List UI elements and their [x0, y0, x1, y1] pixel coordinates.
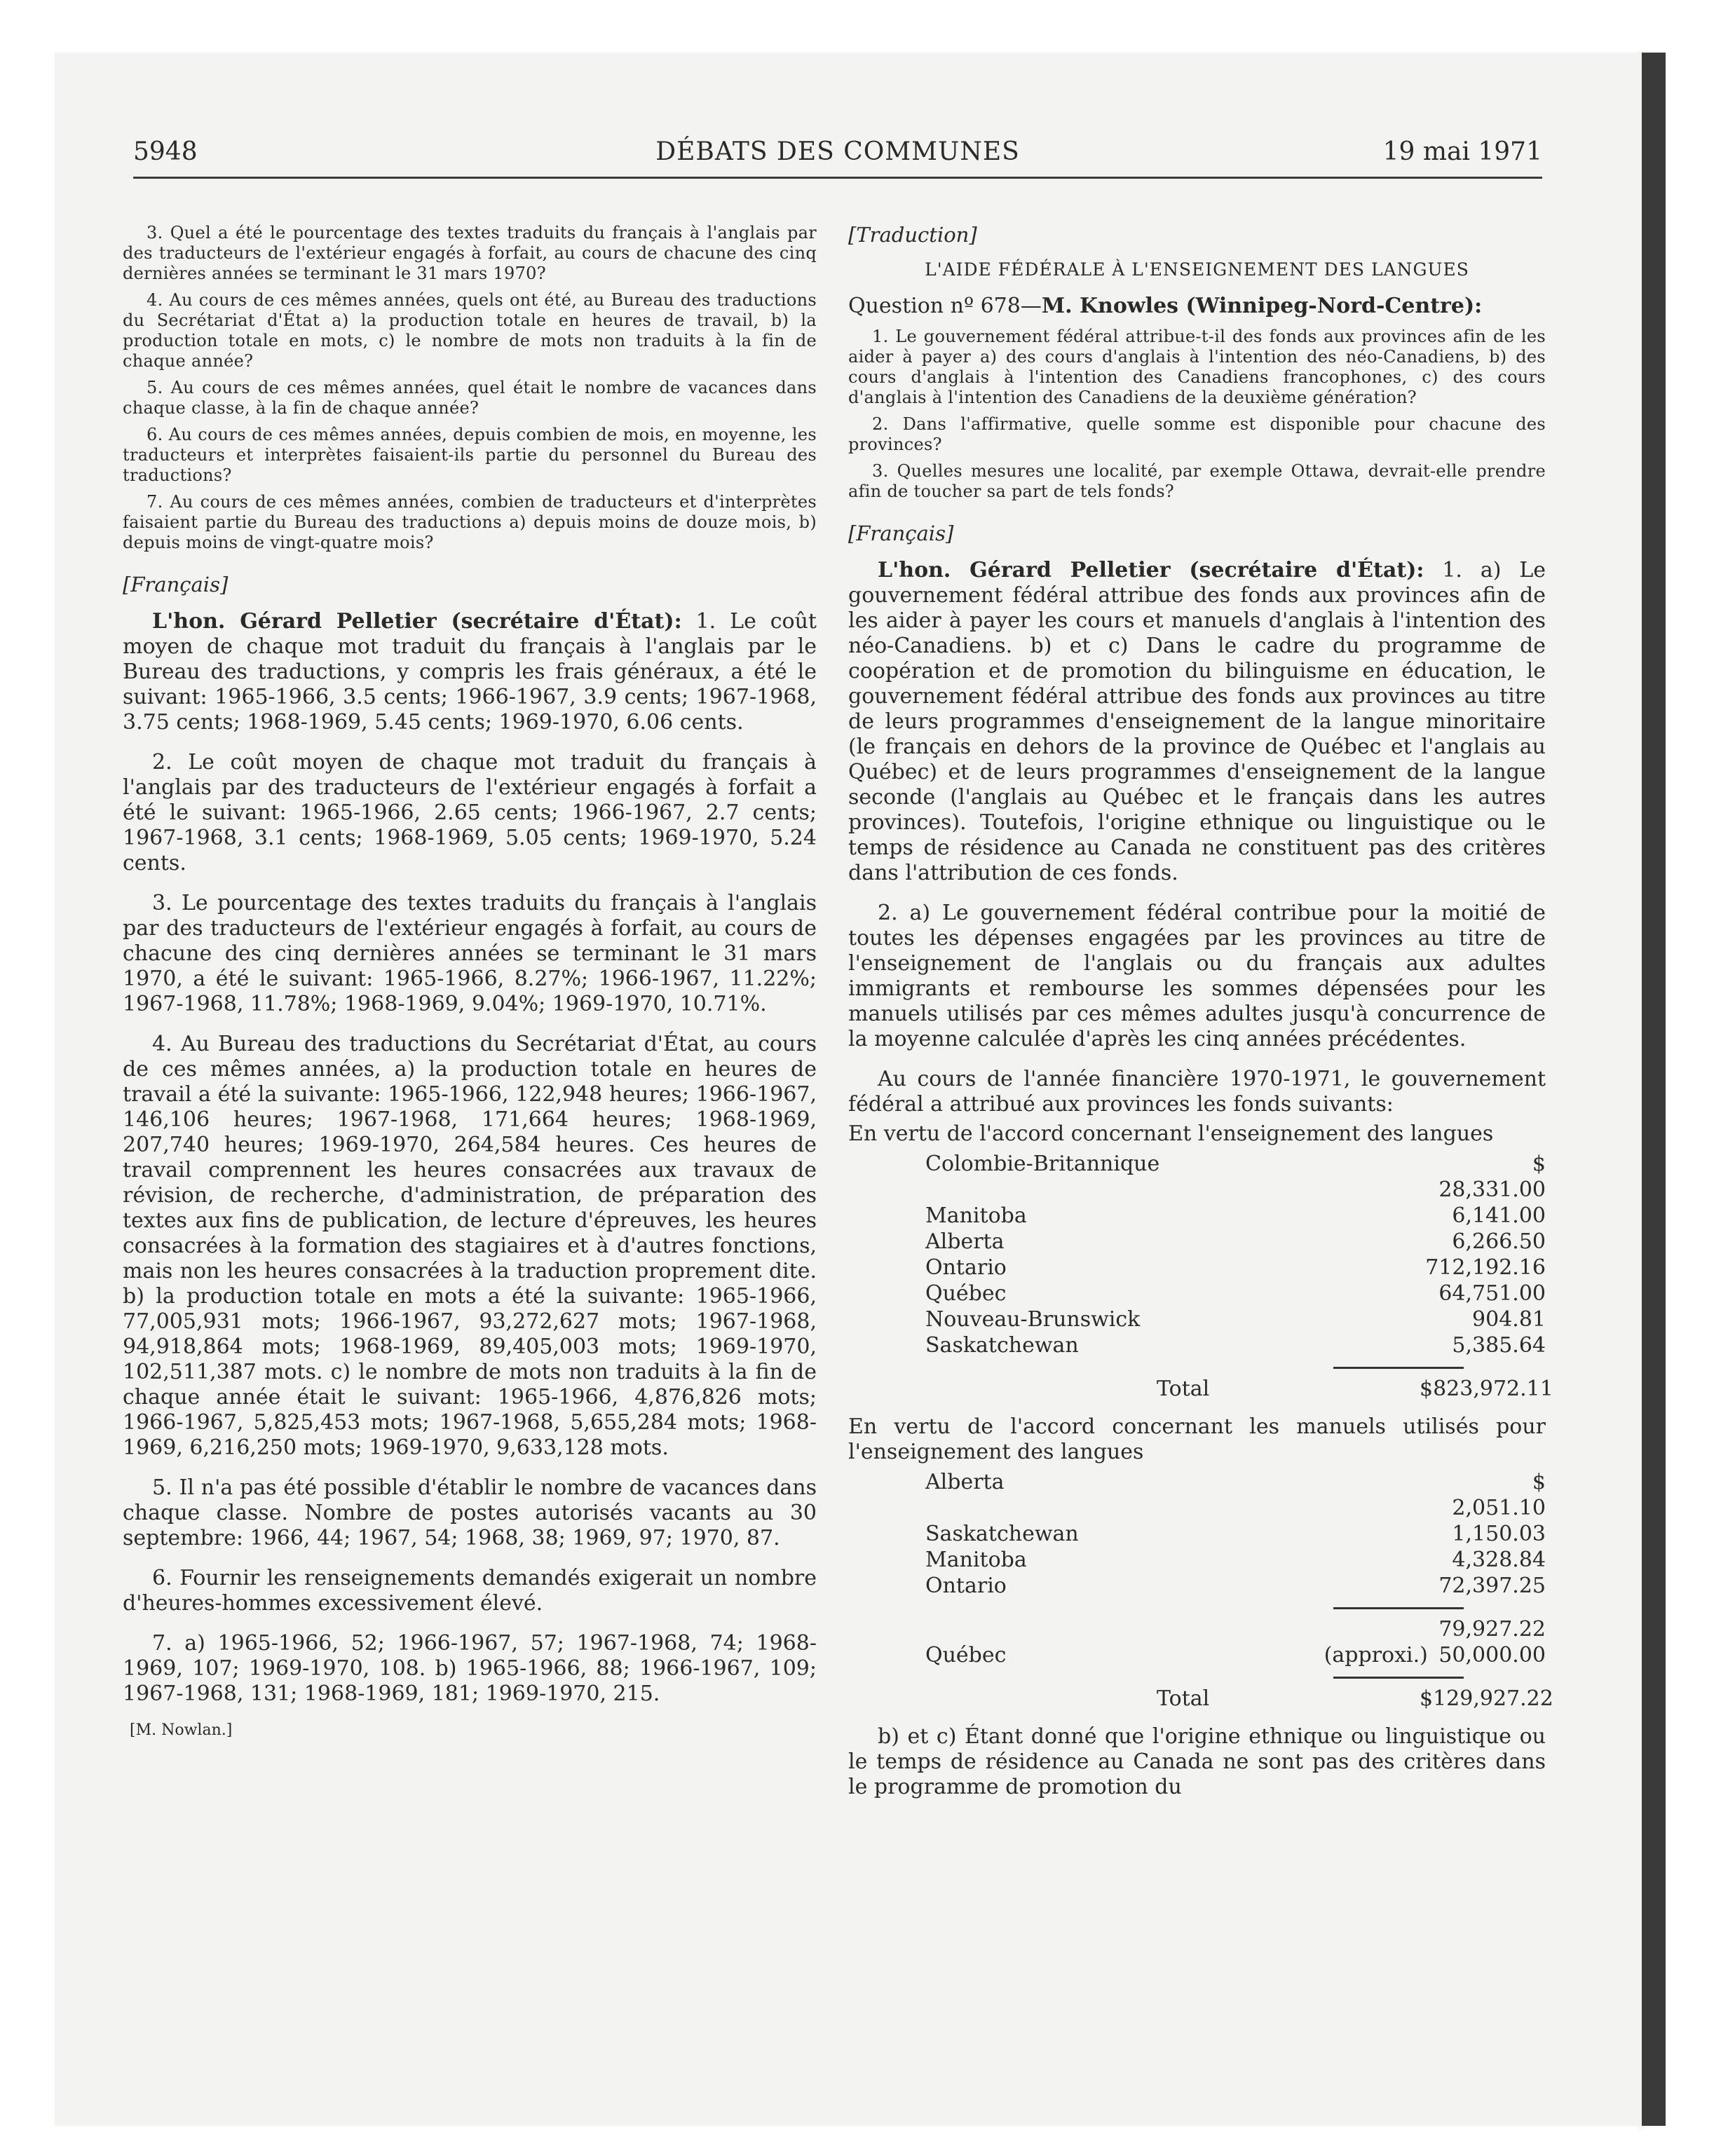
- table-row: Québec 64,751.00: [925, 1281, 1546, 1306]
- funds-table-textbooks: [848, 1414, 1553, 1712]
- speaker-name: L'hon. Gérard Pelletier (secrétaire d'État):: [152, 609, 682, 634]
- answer-5: 5. Il n'a pas été possible d'établir le nombre de vacances dans chaque classe. Nombre de postes autorisés vacants au 30 septembre: 1966, 44; 1967, 54; 1968, 38; 1969, 97; 1970, 87.: [123, 1475, 817, 1550]
- question-4: 4. Au cours de ces mêmes années, quels ont été, au Bureau des traductions du Secrétariat d'État a) la production totale en heures de travail, b) la production totale en mots, c) le nombre de mots non traduits à la fin de chaque année?: [123, 290, 817, 371]
- answer-1: [848, 558, 1546, 886]
- question-2: 2. Dans l'affirmative, quelle somme est disponible pour chacune des provinces?: [848, 414, 1546, 454]
- table-total-row: Total $129,927.22: [1157, 1686, 1553, 1711]
- question-number: Question nº 678—: [848, 294, 1042, 318]
- answer-1-text: 1. Le coût moyen de chaque mot traduit du français à l'anglais par le Bureau des traductions, y compris les frais généraux, a été le suivant: 1965-1966, 3.5 cents; 1966-1967, 3.9 cents; 1967-1968, 3.75 cents; 1968-1969, 5.45 cents; 1969-1970, 6.06 cents.: [123, 609, 817, 735]
- language-tag: [Français]: [848, 521, 954, 545]
- table-row: Saskatchewan 5,385.64: [925, 1333, 1546, 1358]
- table-row-quebec: Québec (approxi.) 50,000.00: [925, 1643, 1546, 1667]
- table-row: Nouveau-Brunswick 904.81: [925, 1307, 1546, 1332]
- page-date: 19 mai 1971: [1382, 137, 1542, 166]
- question-line: [848, 294, 1546, 318]
- subtotal-row: 79,927.22: [1438, 1617, 1546, 1642]
- answer-1-text: 1. a) Le gouvernement fédéral attribue des fonds aux provinces afin de les aider à payer les cours et manuels d'anglais à l'intention des néo-Canadiens. b) et c) Dans le cadre du programme de coopération et de promotion du bilinguisme en éducation, le gouvernement fédéral attribue des fonds aux provinces au titre de leurs programmes d'enseignement de la langue minoritaire (le français en dehors de la province de Québec et l'anglais au Québec) et de leurs programmes d'enseignement de la langue seconde (l'anglais au Québec et le français dans les autres provinces). Toutefois, l'origine ethnique ou linguistique ou le temps de résidence au Canada ne constituent pas des critères dans l'attribution de ces fonds.: [848, 558, 1546, 885]
- answer-3: 3. Le pourcentage des textes traduits du français à l'anglais par des traducteurs de l'extérieur engagés à forfait, au cours de chacune des cinq dernières années se terminant le 31 mars 1970, a été le suivant: 1965-1966, 8.27%; 1966-1967, 11.22%; 1967-1968, 11.78%; 1968-1969, 9.04%; 1969-1970, 10.71%.: [123, 891, 817, 1016]
- table-row: Ontario 72,397.25: [925, 1574, 1546, 1598]
- subtotal-rule: [1333, 1607, 1464, 1609]
- table-lead: En vertu de l'accord concernant les manuels utilisés pour l'enseignement des langues: [848, 1414, 1546, 1464]
- page-number: 5948: [133, 137, 198, 166]
- question-1: 1. Le gouvernement fédéral attribue-t-il des fonds aux provinces afin de les aider à payer a) des cours d'anglais à l'intention des néo-Canadiens, b) des cours d'anglais à l'intention des Canadiens francophones, c) des cours d'anglais à l'intention des Canadiens de la deuxième génération?: [848, 327, 1546, 407]
- section-heading: L'AIDE FÉDÉRALE À L'ENSEIGNEMENT DES LANGUES: [925, 259, 1469, 280]
- table-row: Manitoba 4,328.84: [925, 1548, 1546, 1572]
- table-lead: En vertu de l'accord concernant l'enseignement des langues: [848, 1121, 1494, 1146]
- table-row: Saskatchewan 1,150.03: [925, 1522, 1546, 1546]
- table-row: Alberta 6,266.50: [925, 1229, 1546, 1254]
- question-6: 6. Au cours de ces mêmes années, depuis combien de mois, en moyenne, les traducteurs et interprètes faisaient-ils partie du personnel du Bureau des traductions?: [123, 425, 817, 485]
- table-row: Colombie-Britannique $ 28,331.00: [925, 1152, 1546, 1202]
- funds-table-teaching: [848, 1121, 1553, 1402]
- table-row: Alberta $ 2,051.10: [925, 1470, 1546, 1520]
- language-tag: [Français]: [123, 573, 229, 596]
- answer-4: 4. Au Bureau des traductions du Secrétariat d'État, au cours de ces mêmes années, a) la production totale en heures de travail a été la suivante: 1965-1966, 122,948 heures; 1966-1967, 146,106 heures; 1967-1968, 171,664 heures; 1968-1969, 207,740 heures; 1969-1970, 264,584 heures. Ces heures de travail comprennent les heures consacrées aux travaux de révision, de recherche, d'administration, de préparation des textes aux fins de publication, de lecture d'épreuves, les heures consacrées à la formation des stagiaires et à d'autres fonctions, mais non les heures consacrées à la traduction proprement dite. b) la production totale en mots a été la suivante: 1965-1966, 77,005,931 mots; 1966-1967, 93,272,627 mots; 1967-1968, 94,918,864 mots; 1968-1969, 89,405,003 mots; 1969-1970, 102,511,387 mots. c) le nombre de mots non traduits à la fin de chaque année était le suivant: 1965-1966, 4,876,826 mots; 1966-1967, 5,825,453 mots; 1967-1968, 5,655,284 mots; 1968-1969, 6,216,250 mots; 1969-1970, 9,633,128 mots.: [123, 1032, 817, 1460]
- table-row: Manitoba 6,141.00: [925, 1203, 1546, 1228]
- scan-edge-shadow: [1642, 53, 1666, 2126]
- signature: [M. Nowlan.]: [130, 1721, 233, 1739]
- answer-1: [123, 609, 817, 735]
- table-row: Ontario 712,192.16: [925, 1255, 1546, 1280]
- question-7: 7. Au cours de ces mêmes années, combien de traducteurs et d'interprètes faisaient partie du Bureau des traductions a) depuis moins de douze mois, b) depuis moins de vingt-quatre mois?: [123, 492, 817, 552]
- question-5: 5. Au cours de ces mêmes années, quel était le nombre de vacances dans chaque classe, à la fin de chaque année?: [123, 378, 817, 418]
- right-column: [848, 223, 1553, 1815]
- answer-6: 6. Fournir les renseignements demandés exigerait un nombre d'heures-hommes excessivement élevé.: [123, 1566, 817, 1616]
- question-3: 3. Quel a été le pourcentage des textes traduits du français à l'anglais par des traducteurs de l'extérieur engagés à forfait, au cours de chacune des cinq dernières années se terminant le 31 mars 1970?: [123, 223, 817, 283]
- answer-2: 2. a) Le gouvernement fédéral contribue pour la moitié de toutes les dépenses engagées par les provinces au titre de l'enseignement de l'anglais ou du français aux adultes immigrants et rembourse les sommes dépensées pour les manuels utilisés par ces mêmes adultes jusqu'à concurrence de la moyenne calculée d'après les cinq années précédentes.: [848, 901, 1546, 1051]
- total-rule: [1333, 1677, 1464, 1679]
- question-asker: M. Knowles (Winnipeg-Nord-Centre):: [1041, 294, 1483, 318]
- answer-2: 2. Le coût moyen de chaque mot traduit du français à l'anglais par des traducteurs de l'extérieur engagés à forfait a été le suivant: 1965-1966, 2.65 cents; 1966-1967, 2.7 cents; 1967-1968, 3.1 cents; 1968-1969, 5.05 cents; 1969-1970, 5.24 cents.: [123, 750, 817, 875]
- closing-paragraph: b) et c) Étant donné que l'origine ethnique ou linguistique ou le temps de résidence au Canada ne sont pas des critères dans le programme de promotion du: [848, 1724, 1546, 1799]
- total-rule: [1333, 1367, 1464, 1369]
- translation-tag: [Traduction]: [848, 223, 977, 247]
- answer-7: 7. a) 1965-1966, 52; 1966-1967, 57; 1967-1968, 74; 1968-1969, 107; 1969-1970, 108. b) 1965-1966, 88; 1966-1967, 109; 1967-1968, 131; 1968-1969, 181; 1969-1970, 215.: [123, 1631, 817, 1706]
- fiscal-paragraph: Au cours de l'année financière 1970-1971, le gouvernement fédéral a attribué aux provinces les fonds suivants:: [848, 1067, 1546, 1117]
- speaker-name: L'hon. Gérard Pelletier (secrétaire d'État):: [878, 558, 1424, 582]
- publication-title: DÉBATS DES COMMUNES: [655, 137, 1020, 166]
- left-column: [123, 223, 817, 1739]
- question-3: 3. Quelles mesures une localité, par exemple Ottawa, devrait-elle prendre afin de toucher sa part de tels fonds?: [848, 461, 1546, 501]
- table-total-row: Total $823,972.11: [1157, 1377, 1553, 1401]
- page-header: [133, 133, 1542, 179]
- approx-qualifier: (approxi.): [1324, 1643, 1428, 1667]
